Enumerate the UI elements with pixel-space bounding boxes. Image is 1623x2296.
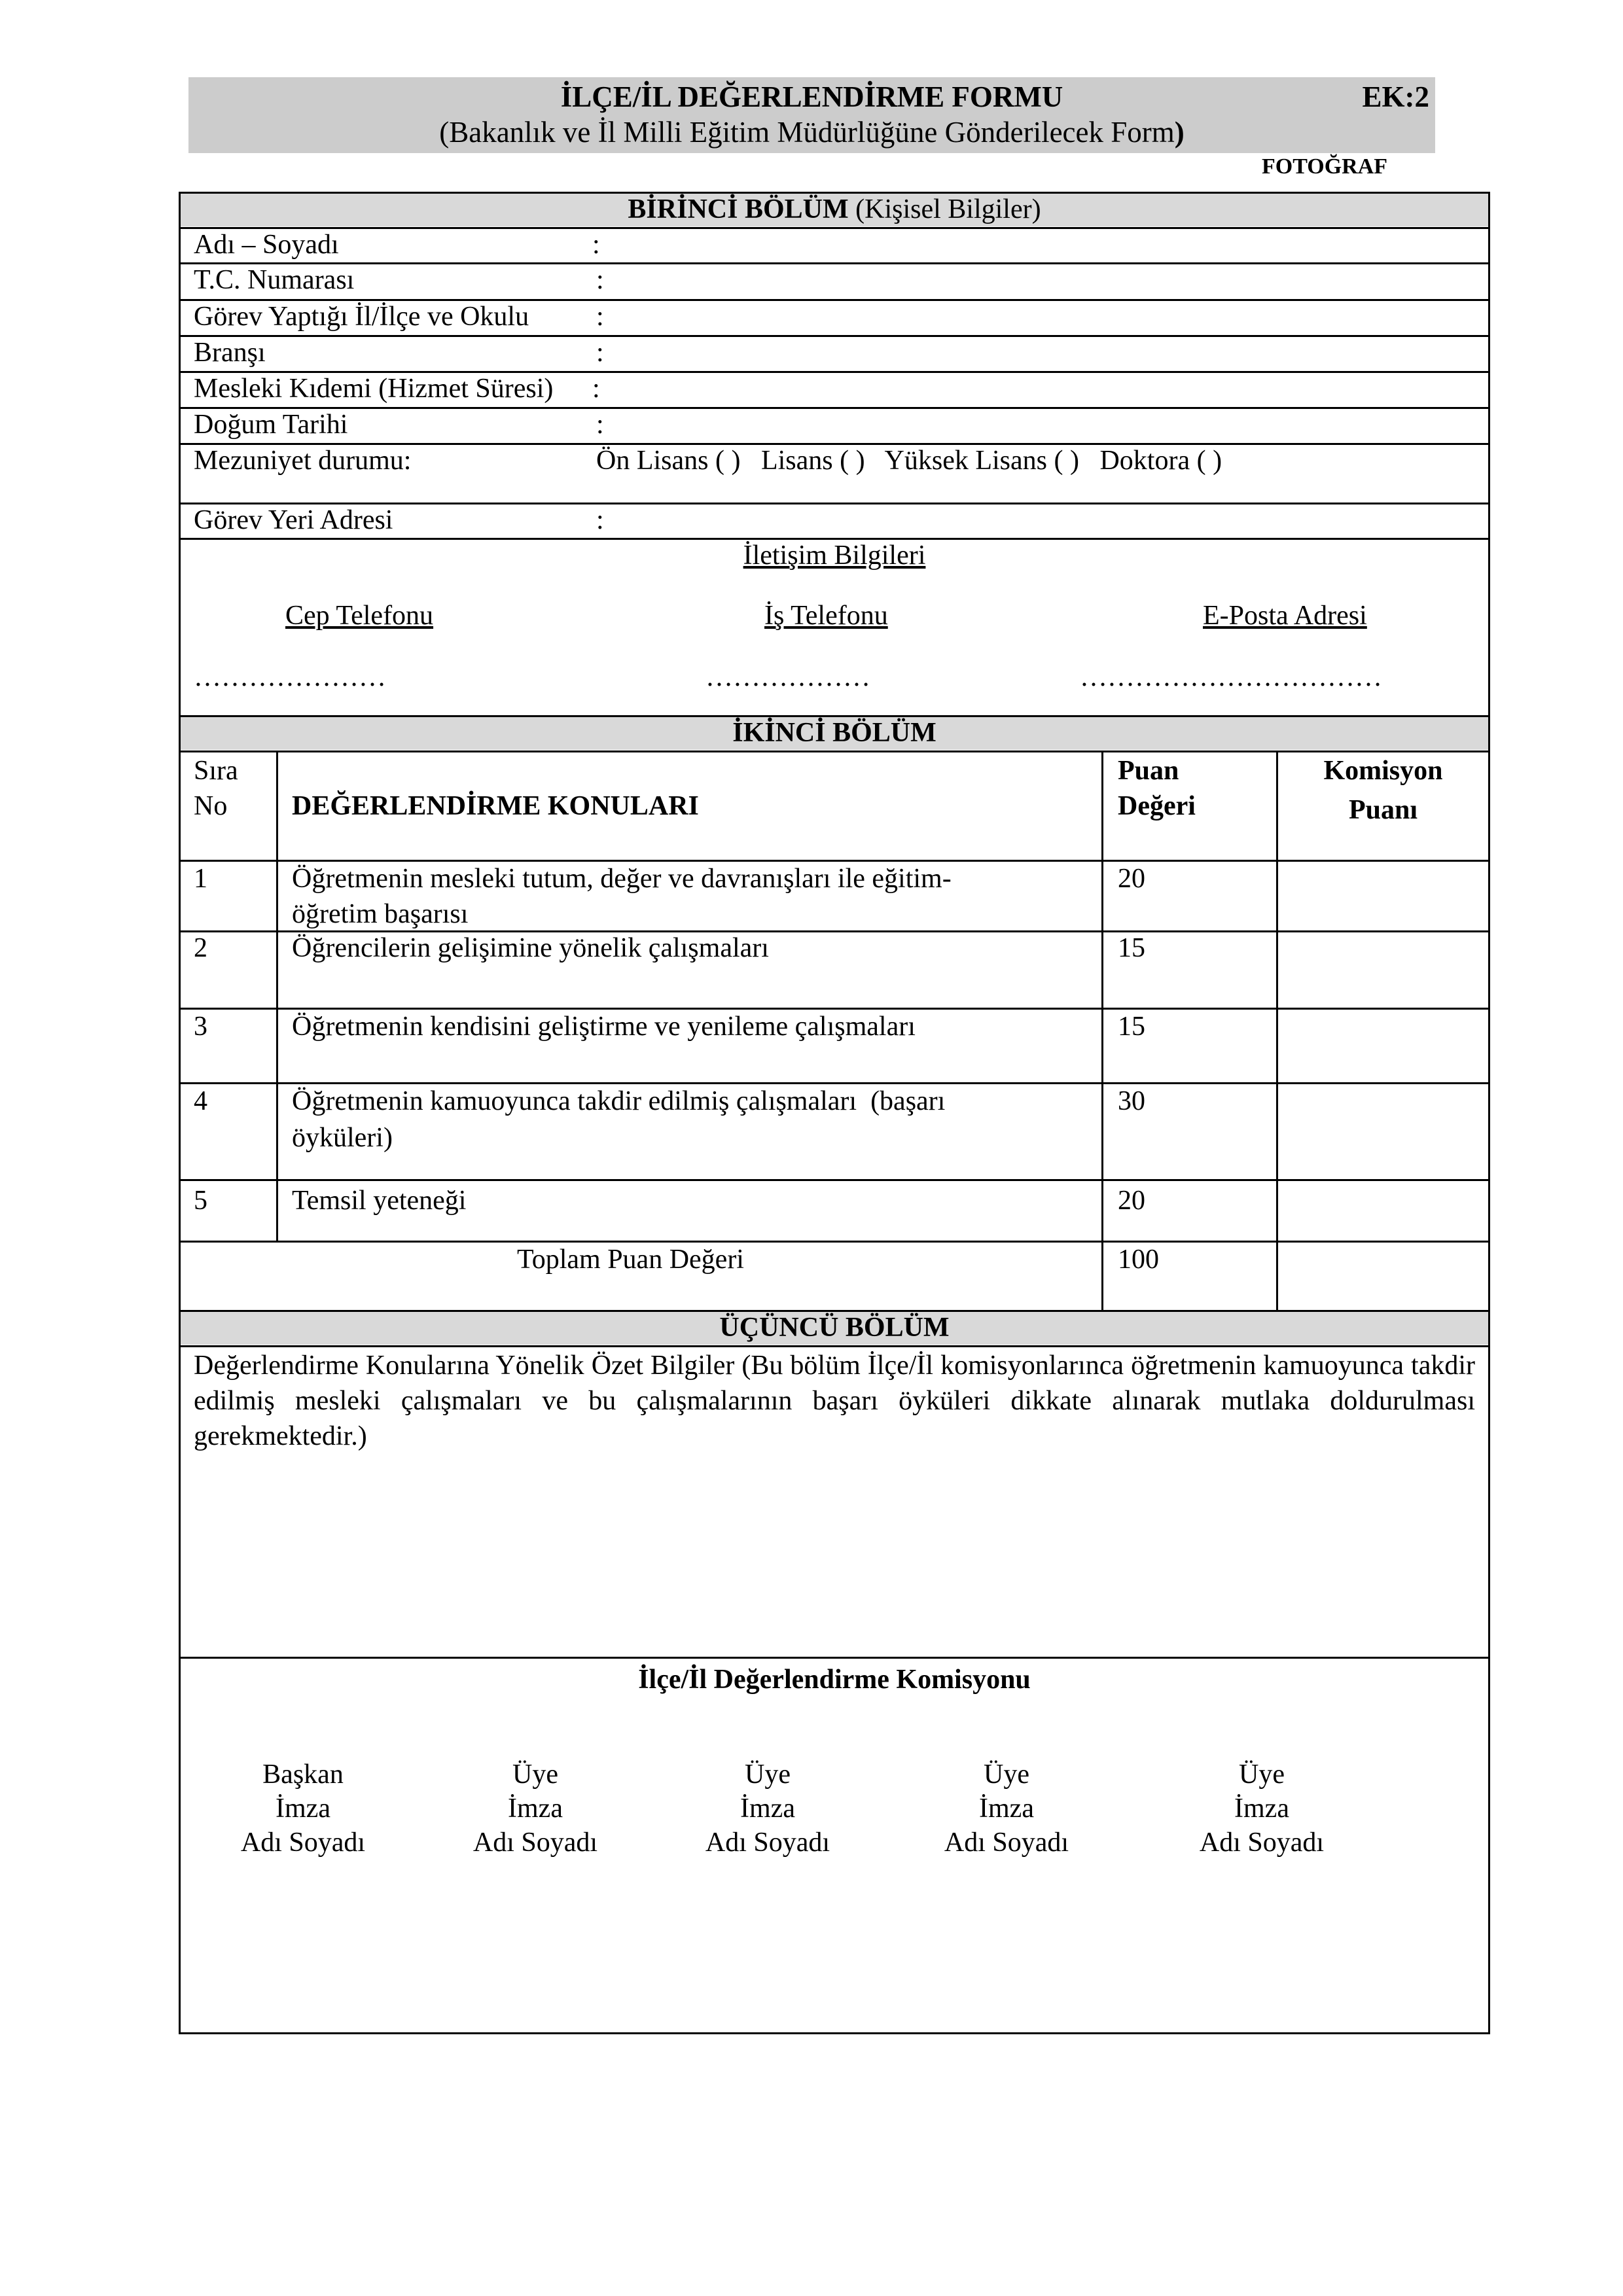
row-score: 30 [1118, 1086, 1145, 1116]
divider [179, 1345, 1490, 1347]
member-signature: İmza [740, 1793, 795, 1824]
member-role: Üye [512, 1759, 558, 1790]
form-subtitle-text: (Bakanlık ve İl Milli Eğitim Müdürlüğüne Gönderilecek Form [439, 116, 1175, 149]
section3-title [181, 1312, 1488, 1343]
member-role: Üye [745, 1759, 791, 1790]
divider [179, 538, 1490, 540]
commission-member [941, 1757, 1072, 1860]
member-name: Adı Soyadı [705, 1828, 830, 1858]
member-name: Adı Soyadı [473, 1828, 598, 1858]
total-label: Toplam Puan Değeri [517, 1245, 744, 1275]
field-label-tc: T.C. Numarası [194, 265, 355, 295]
mobile-phone-label: Cep Telefonu [285, 601, 434, 631]
member-role: Başkan [262, 1759, 344, 1790]
mobile-phone-dots: ………………… [194, 662, 386, 692]
row-score: 15 [1118, 1012, 1145, 1042]
row-no: 4 [194, 1086, 207, 1116]
section2-title [181, 717, 1488, 749]
education-options: Ön Lisans ( ) Lisans ( ) Yüksek Lisans ( ) Doktora ( ) [596, 446, 1222, 476]
member-name: Adı Soyadı [1199, 1828, 1325, 1858]
member-signature: İmza [508, 1793, 563, 1824]
form-subtitle-close: ) [1174, 116, 1185, 149]
commission-member [238, 1757, 368, 1860]
member-role: Üye [1239, 1759, 1285, 1790]
member-name: Adı Soyadı [240, 1828, 366, 1858]
form-subtitle [188, 115, 1435, 149]
divider [179, 930, 1490, 932]
form-code: EK:2 [1362, 80, 1429, 113]
row-topic-line2: öyküleri) [292, 1123, 393, 1153]
row-topic-line1: Öğretmenin kamuoyunca takdir edilmiş çalışmaları (başarı [292, 1086, 946, 1116]
divider [179, 443, 1490, 445]
work-phone-label: İş Telefonu [764, 601, 888, 631]
field-label-birthdate: Doğum Tarihi [194, 410, 348, 440]
divider [179, 407, 1490, 409]
row-no: 3 [194, 1012, 207, 1042]
field-label-seniority: Mesleki Kıdemi (Hizmet Süresi) [194, 374, 554, 404]
header-no-line1: Sıra [194, 756, 238, 786]
commission-member [702, 1757, 833, 1860]
commission-title: İlçe/İl Değerlendirme Komisyonu [638, 1665, 1031, 1695]
field-label-address: Görev Yeri Adresi [194, 505, 393, 535]
field-colon: : [596, 338, 604, 368]
divider [179, 751, 1490, 752]
commission-member [1196, 1757, 1327, 1860]
member-signature: İmza [1234, 1793, 1289, 1824]
row-topic-line2: öğretim başarısı [292, 899, 469, 929]
row-no: 2 [194, 933, 207, 963]
header-score-line1: Puan [1118, 756, 1179, 786]
member-role: Üye [984, 1759, 1029, 1790]
row-topic-line1: Öğretmenin mesleki tutum, değer ve davranışları ile eğitim- [292, 864, 952, 894]
field-label-workplace: Görev Yaptığı İl/İlçe ve Okulu [194, 302, 529, 332]
contact-title: İletişim Bilgileri [743, 540, 926, 571]
divider [179, 503, 1490, 504]
header-no-line2: No [194, 791, 228, 821]
header-score-line2: Değeri [1118, 791, 1196, 821]
table-col-line [1276, 751, 1278, 1311]
work-phone-dots: ……………… [705, 662, 870, 692]
field-label-branch: Branşı [194, 338, 266, 368]
photo-label: FOTOĞRAF [1262, 154, 1388, 179]
divider [179, 1179, 1490, 1181]
section3-summary: Değerlendirme Konularına Yönelik Özet Bilgiler (Bu bölüm İlçe/İl komisyonlarınca öğretmenin kamuoyunca takdir edilmiş mesleki çalışmaları ve bu çalışmalarının başarı öyküleri dikkate alınarak mutlaka doldurulması gerekmektedir.) [194, 1351, 1475, 1451]
field-colon: : [596, 265, 604, 295]
section1-title-rest: (Kişisel Bilgiler) [855, 194, 1041, 224]
field-colon: : [596, 302, 604, 332]
row-score: 20 [1118, 864, 1145, 894]
divider [179, 860, 1490, 862]
divider [179, 227, 1490, 229]
divider [179, 1241, 1490, 1243]
row-no: 1 [194, 864, 207, 894]
table-col-line [1101, 751, 1103, 1311]
section1-title [181, 194, 1488, 225]
header-topics: DEĞERLENDİRME KONULARI [292, 791, 699, 821]
divider [179, 371, 1490, 373]
field-label-name: Adı – Soyadı [194, 230, 339, 260]
commission-member [470, 1757, 601, 1860]
email-dots: …………………………… [1080, 662, 1382, 692]
member-signature: İmza [979, 1793, 1034, 1824]
field-label-graduation: Mezuniyet durumu: [194, 446, 412, 476]
row-no: 5 [194, 1186, 207, 1216]
row-score: 15 [1118, 933, 1145, 963]
header-commission-line2: Puanı [1348, 795, 1418, 825]
divider [179, 1008, 1490, 1010]
header-commission-line1: Komisyon [1323, 756, 1443, 786]
field-colon: : [592, 374, 600, 404]
divider [179, 262, 1490, 264]
divider [179, 1082, 1490, 1084]
section1-title-bold: BİRİNCİ BÖLÜM [628, 194, 849, 224]
section3-title-bold: ÜÇÜNCÜ BÖLÜM [719, 1313, 950, 1343]
member-name: Adı Soyadı [944, 1828, 1069, 1858]
row-topic-line1: Öğretmenin kendisini geliştirme ve yenileme çalışmaları [292, 1012, 916, 1042]
divider [179, 335, 1490, 337]
divider [179, 1657, 1490, 1659]
email-label: E-Posta Adresi [1203, 601, 1367, 631]
row-topic-line1: Öğrencilerin gelişimine yönelik çalışmaları [292, 933, 769, 963]
field-colon: : [596, 410, 604, 440]
field-colon: : [596, 505, 604, 535]
member-signature: İmza [276, 1793, 330, 1824]
table-col-line [276, 751, 278, 1241]
field-colon: : [592, 230, 600, 260]
total-value: 100 [1118, 1245, 1159, 1275]
form-title: İLÇE/İL DEĞERLENDİRME FORMU [560, 80, 1063, 113]
section2-title-bold: İKİNCİ BÖLÜM [732, 718, 936, 748]
divider [179, 299, 1490, 301]
row-score: 20 [1118, 1186, 1145, 1216]
row-topic-line1: Temsil yeteneği [292, 1186, 467, 1216]
